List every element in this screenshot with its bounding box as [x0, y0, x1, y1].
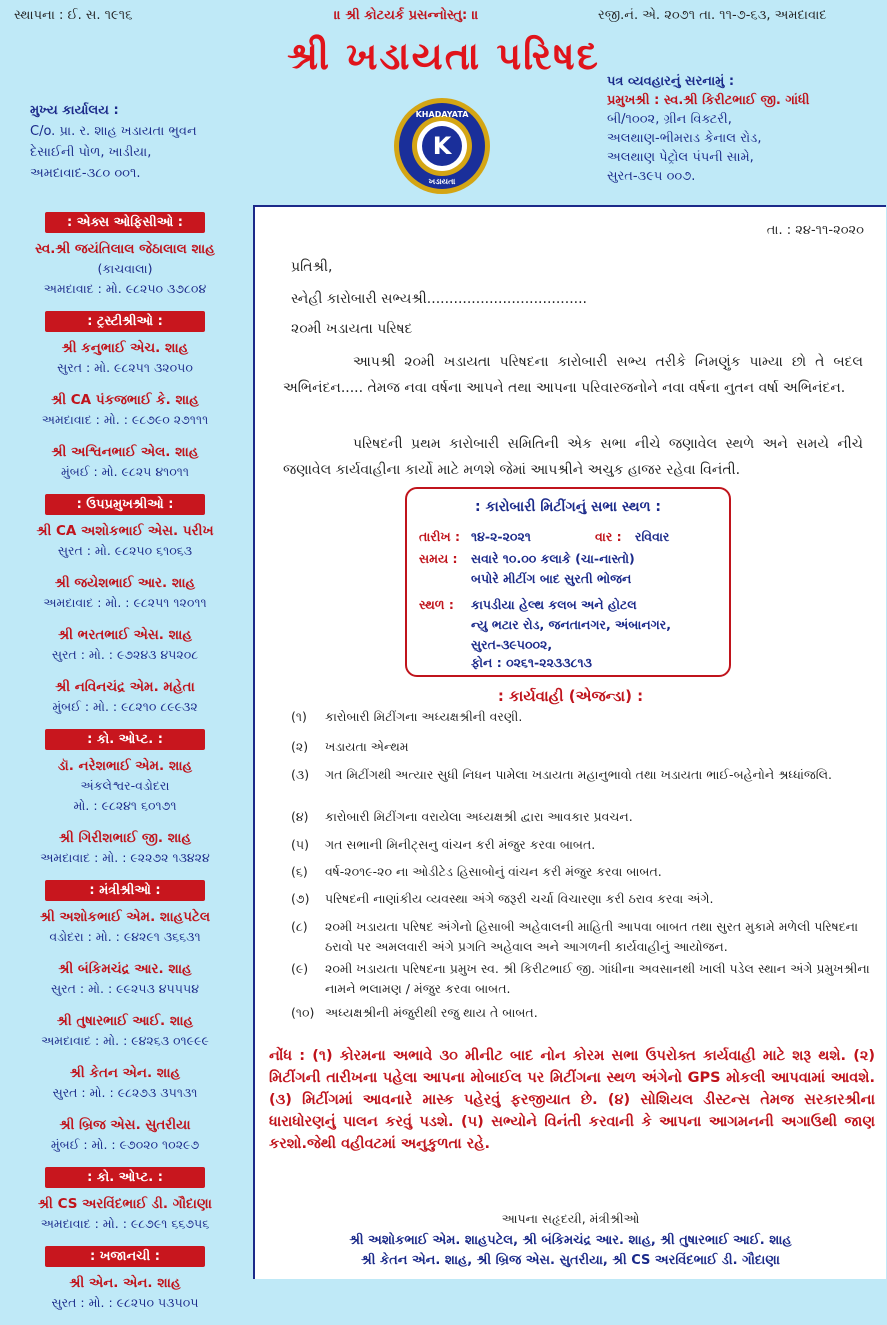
member-name: શ્રી અશોકભાઈ એમ. શાહપટેલ	[39, 909, 211, 925]
address-line: સુરત-૩૯૫ ૦૦૭.	[607, 169, 696, 184]
agenda-text: ગત સભાની મિનીટ્સનુ વાંચન કરી મંજુર કરવા બાબત.	[325, 837, 596, 852]
agenda-item	[291, 737, 876, 757]
member-detail: સુરત : મો. : ૯૮૨૫૦ ૫૩૫૦૫	[51, 1295, 199, 1310]
agenda-text: કારોબારી મિટીંગના વરાયેલા અધ્યક્ષશ્રી દ્વારા આવકાર પ્રવચન.	[325, 809, 633, 824]
member-detail: મુંબઈ : મો. : ૯૮૨૧૦ ૮૯૯૩૨	[52, 699, 198, 714]
member-entry	[0, 390, 250, 430]
member-name: શ્રી કેતન એન. શાહ	[69, 1065, 181, 1081]
members-sidebar	[0, 212, 250, 1325]
venue-place-line: ફોન : ૦૨૬૧-૨૨૩૩૮૧૩	[471, 655, 592, 670]
member-name: શ્રી CA અશોકભાઈ એસ. પરીખ	[36, 523, 214, 539]
member-name: શ્રી CA પંકજભાઈ કે. શાહ	[51, 392, 199, 408]
paragraph-1: આપશ્રી ૨૦મી ખડાયતા પરિષદના કારોબારી સભ્ય તરીકે નિમણુંક પામ્યા છો તે બદલ અભિનંદન..... તેમજ નવા વર્ષના આપને તથા આપના પરિવારજનોને નવા વર્ષના નુતન વર્ષા અભિનંદન.	[283, 354, 863, 396]
address-line: બી/૧૦૦૨, ગ્રીન વિક્ટરી,	[607, 112, 732, 127]
salutation-line: પ્રતિશ્રી,	[291, 259, 333, 275]
agenda-text: વર્ષ-૨૦૧૯-૨૦ ના ઓડીટેડ હિસાબોનું વાંચન કરી મંજુર કરવા બાબત.	[325, 864, 662, 879]
agenda-item	[291, 765, 876, 785]
member-name: સ્વ.શ્રી જયંતિલાલ જેઠાલાલ શાહ	[35, 241, 215, 257]
member-name: શ્રી બ્રિજ એસ. સુતરીયા	[59, 1117, 191, 1133]
sidebar-section-title: : એક્સ ઓફિસીઓ :	[45, 212, 205, 233]
venue-heading: : કારોબારી મિટીંગનું સભા સ્થળ :	[475, 499, 661, 515]
venue-place-label: સ્થળ :	[419, 597, 454, 612]
note-label: નોંધ :	[269, 1048, 306, 1064]
agenda-number: (૬)	[291, 864, 308, 879]
venue-day-label: વાર :	[595, 529, 622, 544]
signatories	[255, 1231, 886, 1271]
agenda-number: (૭)	[291, 891, 310, 906]
agenda-number: (૩)	[291, 767, 310, 782]
head-office-line: દેસાઈની પોળ, ખાડીયા,	[30, 145, 152, 160]
agenda-item	[291, 917, 876, 957]
member-detail: સુરત : મો. ૯૮૨૫૦ ૬૧૦૬૩	[57, 543, 193, 558]
member-entry	[0, 756, 250, 816]
logo-text-bottom: ખડાયતા	[428, 177, 456, 186]
paragraph-2: પરિષદની પ્રથમ કારોબારી સમિતિની એક સભા નીચે જણાવેલ સ્થળે અને સમયે નીચે જણાવેલ કાર્યવાહીના કાર્યો માટે મળશે જેમાં આપશ્રીને અચુક હાજર રહેવા વિનંતી.	[283, 436, 863, 478]
member-entry	[0, 828, 250, 868]
agenda-number: (૧)	[291, 709, 307, 724]
logo-text-top: KHADAYATA	[415, 110, 469, 119]
agenda-number: (૯)	[291, 961, 309, 976]
correspondence-block	[607, 72, 810, 186]
agenda-text: ખડાયતા એન્થમ	[325, 739, 409, 754]
member-entry	[0, 239, 250, 299]
agenda-item	[291, 862, 876, 882]
agenda-number: (૨)	[291, 739, 309, 754]
salutation-line: ૨૦મી ખડાયતા પરિષદ	[291, 321, 413, 337]
member-name: શ્રી બંકિમચંદ્ર આર. શાહ	[58, 961, 192, 977]
agenda-text: પરિષદની નાણાંકીય વ્યવસ્થા અંગે જરૂરી ચર્ચા વિચારણા કરી ઠરાવ કરવા અંગે.	[325, 891, 714, 906]
member-entry	[0, 1063, 250, 1103]
agenda-heading: : કાર્યવાહી (એજન્ડા) :	[497, 687, 644, 705]
signatories-line: શ્રી અશોકભાઈ એમ. શાહપટેલ, શ્રી બંકિમચંદ્ર આર. શાહ, શ્રી તુષારભાઈ આઈ. શાહ	[349, 1233, 792, 1248]
venue-box	[405, 487, 731, 677]
member-name: શ્રી ગિરીશભાઈ જી. શાહ	[58, 830, 192, 846]
venue-time-line: સવારે ૧૦.૦૦ કલાકે (ચા-નાસ્તો)	[471, 551, 635, 566]
agenda-text: ૨૦મી ખડાયતા પરિષદના પ્રમુખ સ્વ. શ્રી કિરીટભાઈ જી. ગાંધીના અવસાનથી ખાલી પડેલ સ્થાન અંગે પ્રમુખશ્રીના નામને ભલામણ / મંજુર કરવા બાબત.	[325, 961, 870, 996]
venue-date-value: ૧૪-૨-૨૦૨૧	[471, 529, 531, 544]
member-entry	[0, 1273, 250, 1313]
member-detail: અમદાવાદ : મો. : ૯૮૨૫૧ ૧૨૦૧૧	[43, 595, 207, 610]
member-name: શ્રી એન. એન. શાહ	[69, 1275, 181, 1291]
venue-time-label: સમય :	[419, 551, 458, 566]
letter-date: તા. : ૨૪-૧૧-૨૦૨૦	[766, 223, 864, 238]
member-entry	[0, 573, 250, 613]
member-detail: મો. : ૯૮૨૪૧ ૬૦૧૭૧	[73, 798, 177, 813]
agenda-number: (૧૦)	[291, 1005, 315, 1020]
member-name: શ્રી તુષારભાઈ આઈ. શાહ	[56, 1013, 194, 1029]
member-detail: સુરત : મો. : ૯૭૨૪૩ ૪૫૨૦૮	[51, 647, 199, 662]
member-detail: અમદાવાદ : મો. : ૯૪૨૬૩ ૦૧૯૯૯	[41, 1033, 209, 1048]
head-office-line: અમદાવાદ-૩૮૦ ૦૦૧.	[30, 166, 141, 181]
member-entry	[0, 338, 250, 378]
member-detail: વડોદરા : મો. : ૯૪૨૯૧ ૩૬૬૩૧	[49, 929, 201, 944]
member-name: શ્રી અશ્વિનભાઈ એલ. શાહ	[51, 444, 199, 460]
member-name: શ્રી કનુભાઈ એચ. શાહ	[61, 340, 189, 356]
agenda-item	[291, 835, 876, 855]
sidebar-section-title: : ટ્રસ્ટીશ્રીઓ :	[45, 311, 205, 332]
member-detail: મુંબઈ : મો. : ૯૭૦૨૦ ૧૦૨૯૭	[50, 1137, 200, 1152]
agenda-number: (૪)	[291, 809, 309, 824]
sidebar-section-title: : ખજાનચી :	[45, 1246, 205, 1267]
agenda-text: ૨૦મી ખડાયતા પરિષદ અંગેનો હિસાબી અહેવાલની માહિતી આપવા બાબત તથા સુરત મુકામે મળેલી પરિષદના ઠરાવો પર અમલવારી અંગે પ્રગતિ અહેવાલ અને આગળની કાર્યવાહીનું આયોજન.	[325, 919, 859, 954]
member-detail: અમદાવાદ : મો. : ૯૮૭૯૦ ૨૭૧૧૧	[41, 412, 209, 427]
member-detail: અમદાવાદ : મો. : ૯૨૨૭૨ ૧૩૪૨૪	[40, 850, 210, 865]
agenda-item	[291, 889, 876, 909]
member-entry	[0, 1194, 250, 1234]
member-name: શ્રી નવિનચંદ્ર એમ. મહેતા	[55, 679, 195, 695]
correspondence-title: પત્ર વ્યવહારનું સરનામું :	[607, 74, 735, 89]
agenda-number: (૮)	[291, 919, 308, 934]
member-entry	[0, 521, 250, 561]
member-detail: સુરત : મો. : ૯૯૨૫૩ ૪૫૫૫૪	[51, 981, 199, 996]
member-detail: (કાચવાલા)	[97, 261, 153, 276]
sidebar-section-title: : કો. ઓપ્ટ. :	[45, 729, 205, 750]
venue-time-line: બપોરે મીટીંગ બાદ સુરતી ભોજન	[471, 571, 632, 586]
agenda-item	[291, 1003, 876, 1023]
member-entry	[0, 1115, 250, 1155]
member-name: શ્રી જયેશભાઈ આર. શાહ	[54, 575, 196, 591]
agenda-item	[291, 959, 876, 999]
head-office-block	[30, 100, 197, 184]
member-entry	[0, 907, 250, 947]
signatories-line: શ્રી કેતન એન. શાહ, શ્રી બ્રિજ એસ. સુતરીયા, શ્રી CS અરવિંદભાઈ ડી. ગૌદાણા	[361, 1253, 780, 1268]
note-block	[269, 1045, 875, 1155]
address-line: અલથાણ પેટ્રોલ પંપની સામે,	[607, 150, 754, 165]
sidebar-section-title: : ઉપપ્રમુખશ્રીઓ :	[45, 494, 205, 515]
venue-place-line: કાપડીયા હેલ્થ કલબ અને હોટલ	[471, 597, 637, 612]
agenda-number: (૫)	[291, 837, 309, 852]
agenda-item	[291, 707, 876, 727]
member-detail: અંકલેશ્વર-વડોદરા	[80, 778, 170, 793]
member-entry	[0, 1011, 250, 1051]
salutation-line: સ્નેહી કારોબારી સભ્યશ્રી....................................	[291, 291, 588, 307]
agenda-text: અધ્યક્ષશ્રીની મંજુરીથી રજુ થાય તે બાબત.	[325, 1005, 538, 1020]
registration-text: રજી.નં. એ. ૨૦૭૧ તા. ૧૧-૭-૬૩, અમદાવાદ	[598, 8, 827, 23]
established-text: સ્થાપના : ઈ. સ. ૧૯૧૬	[14, 8, 133, 23]
agenda-item	[291, 807, 876, 827]
member-entry	[0, 677, 250, 717]
venue-date-label: તારીખ :	[419, 529, 461, 544]
venue-place-line: ન્યુ ભટાર રોડ, જનતાનગર, અંબાનગર,	[471, 617, 671, 632]
agenda-text: કારોબારી મિટીંગના અધ્યક્ષશ્રીની વરણી.	[325, 709, 523, 724]
member-entry	[0, 959, 250, 999]
letter-body	[253, 205, 886, 1279]
member-name: શ્રી ભરતભાઈ એસ. શાહ	[58, 627, 192, 643]
member-entry	[0, 625, 250, 665]
member-detail: અમદાવાદ : મો. ૯૮૨૫૦ ૩૭૮૦૪	[43, 281, 207, 296]
member-name: શ્રી CS અરવિંદભાઈ ડી. ગૌદાણા	[38, 1196, 212, 1212]
member-name: ડૉ. નરેશભાઈ એમ. શાહ	[57, 758, 193, 774]
address-line: અલથાણ-ભીમરાડ કેનાલ રોડ,	[607, 131, 762, 146]
head-office-line: C/o. પ્રા. ર. શાહ ખડાયતા ભુવન	[30, 124, 197, 139]
member-detail: સુરત : મો. : ૯૮૨૭૩ ૩૫૧૩૧	[52, 1085, 198, 1100]
member-detail: અમદાવાદ : મો. : ૯૮૭૯૧ ૬૬૭૫૬	[40, 1216, 210, 1231]
signoff-line: આપના સહૃદયી, મંત્રીશ્રીઓ	[501, 1211, 640, 1226]
sidebar-section-title: : મંત્રીશ્રીઓ :	[45, 880, 205, 901]
president-line: પ્રમુખશ્રી : સ્વ.શ્રી કિરીટભાઈ જી. ગાંધી	[607, 93, 810, 108]
member-entry	[0, 442, 250, 482]
venue-place-line: સુરત-૩૯૫૦૦૨,	[471, 637, 553, 652]
organization-title: શ્રી ખડાયતા પરિષદ	[287, 34, 600, 78]
member-detail: સુરત : મો. ૯૮૨૫૧ ૩૨૦૫૦	[57, 360, 193, 375]
sidebar-section-title: : કો. ઓપ્ટ. :	[45, 1167, 205, 1188]
organization-logo	[392, 96, 492, 196]
member-detail: મુંબઈ : મો. ૯૮૨૫ ૪૧૦૧૧	[60, 464, 190, 479]
motto-text: ॥ શ્રી કોટયર્ક પ્રસન્નોસ્તુ: ॥	[334, 8, 479, 23]
logo-letter: K	[432, 132, 452, 160]
agenda-text: ગત મિટીંગથી અત્યાર સુધી નિધન પામેલા ખડાયતા મહાનુભાવો તથા ખડાયતા ભાઈ-બહેનોને શ્રધ્ધાંજલિ.	[325, 767, 832, 782]
note-text: (૧) કોરમના અભાવે ૩૦ મીનીટ બાદ નોન કોરમ સભા ઉપરોક્ત કાર્યવાહી માટે શરૂ થશે. (૨) મિટીંગની તારીખના પહેલા આપના મોબાઈલ પર મિટીંગના સ્થળ અંગેનો GPS મોકલી આપવામાં આવશે. (૩) મિટીંગમાં આવનારે માસ્ક પહેરવું ફરજીયાત છે. (૪) સોશિયલ ડીસ્ટન્સ તેમજ સરકારશ્રીના ધારાધોરણનું પાલન કરવું પડશે. (૫) સભ્યોને વિનંતી કરવાની કે આપના આગમનની અગાઉથી જાણ કરશો.જેથી વહીવટમાં અનુકુળતા રહે.	[269, 1048, 875, 1152]
venue-day-value: રવિવાર	[635, 529, 670, 544]
head-office-title: મુખ્ય કાર્યાલય :	[30, 103, 119, 118]
